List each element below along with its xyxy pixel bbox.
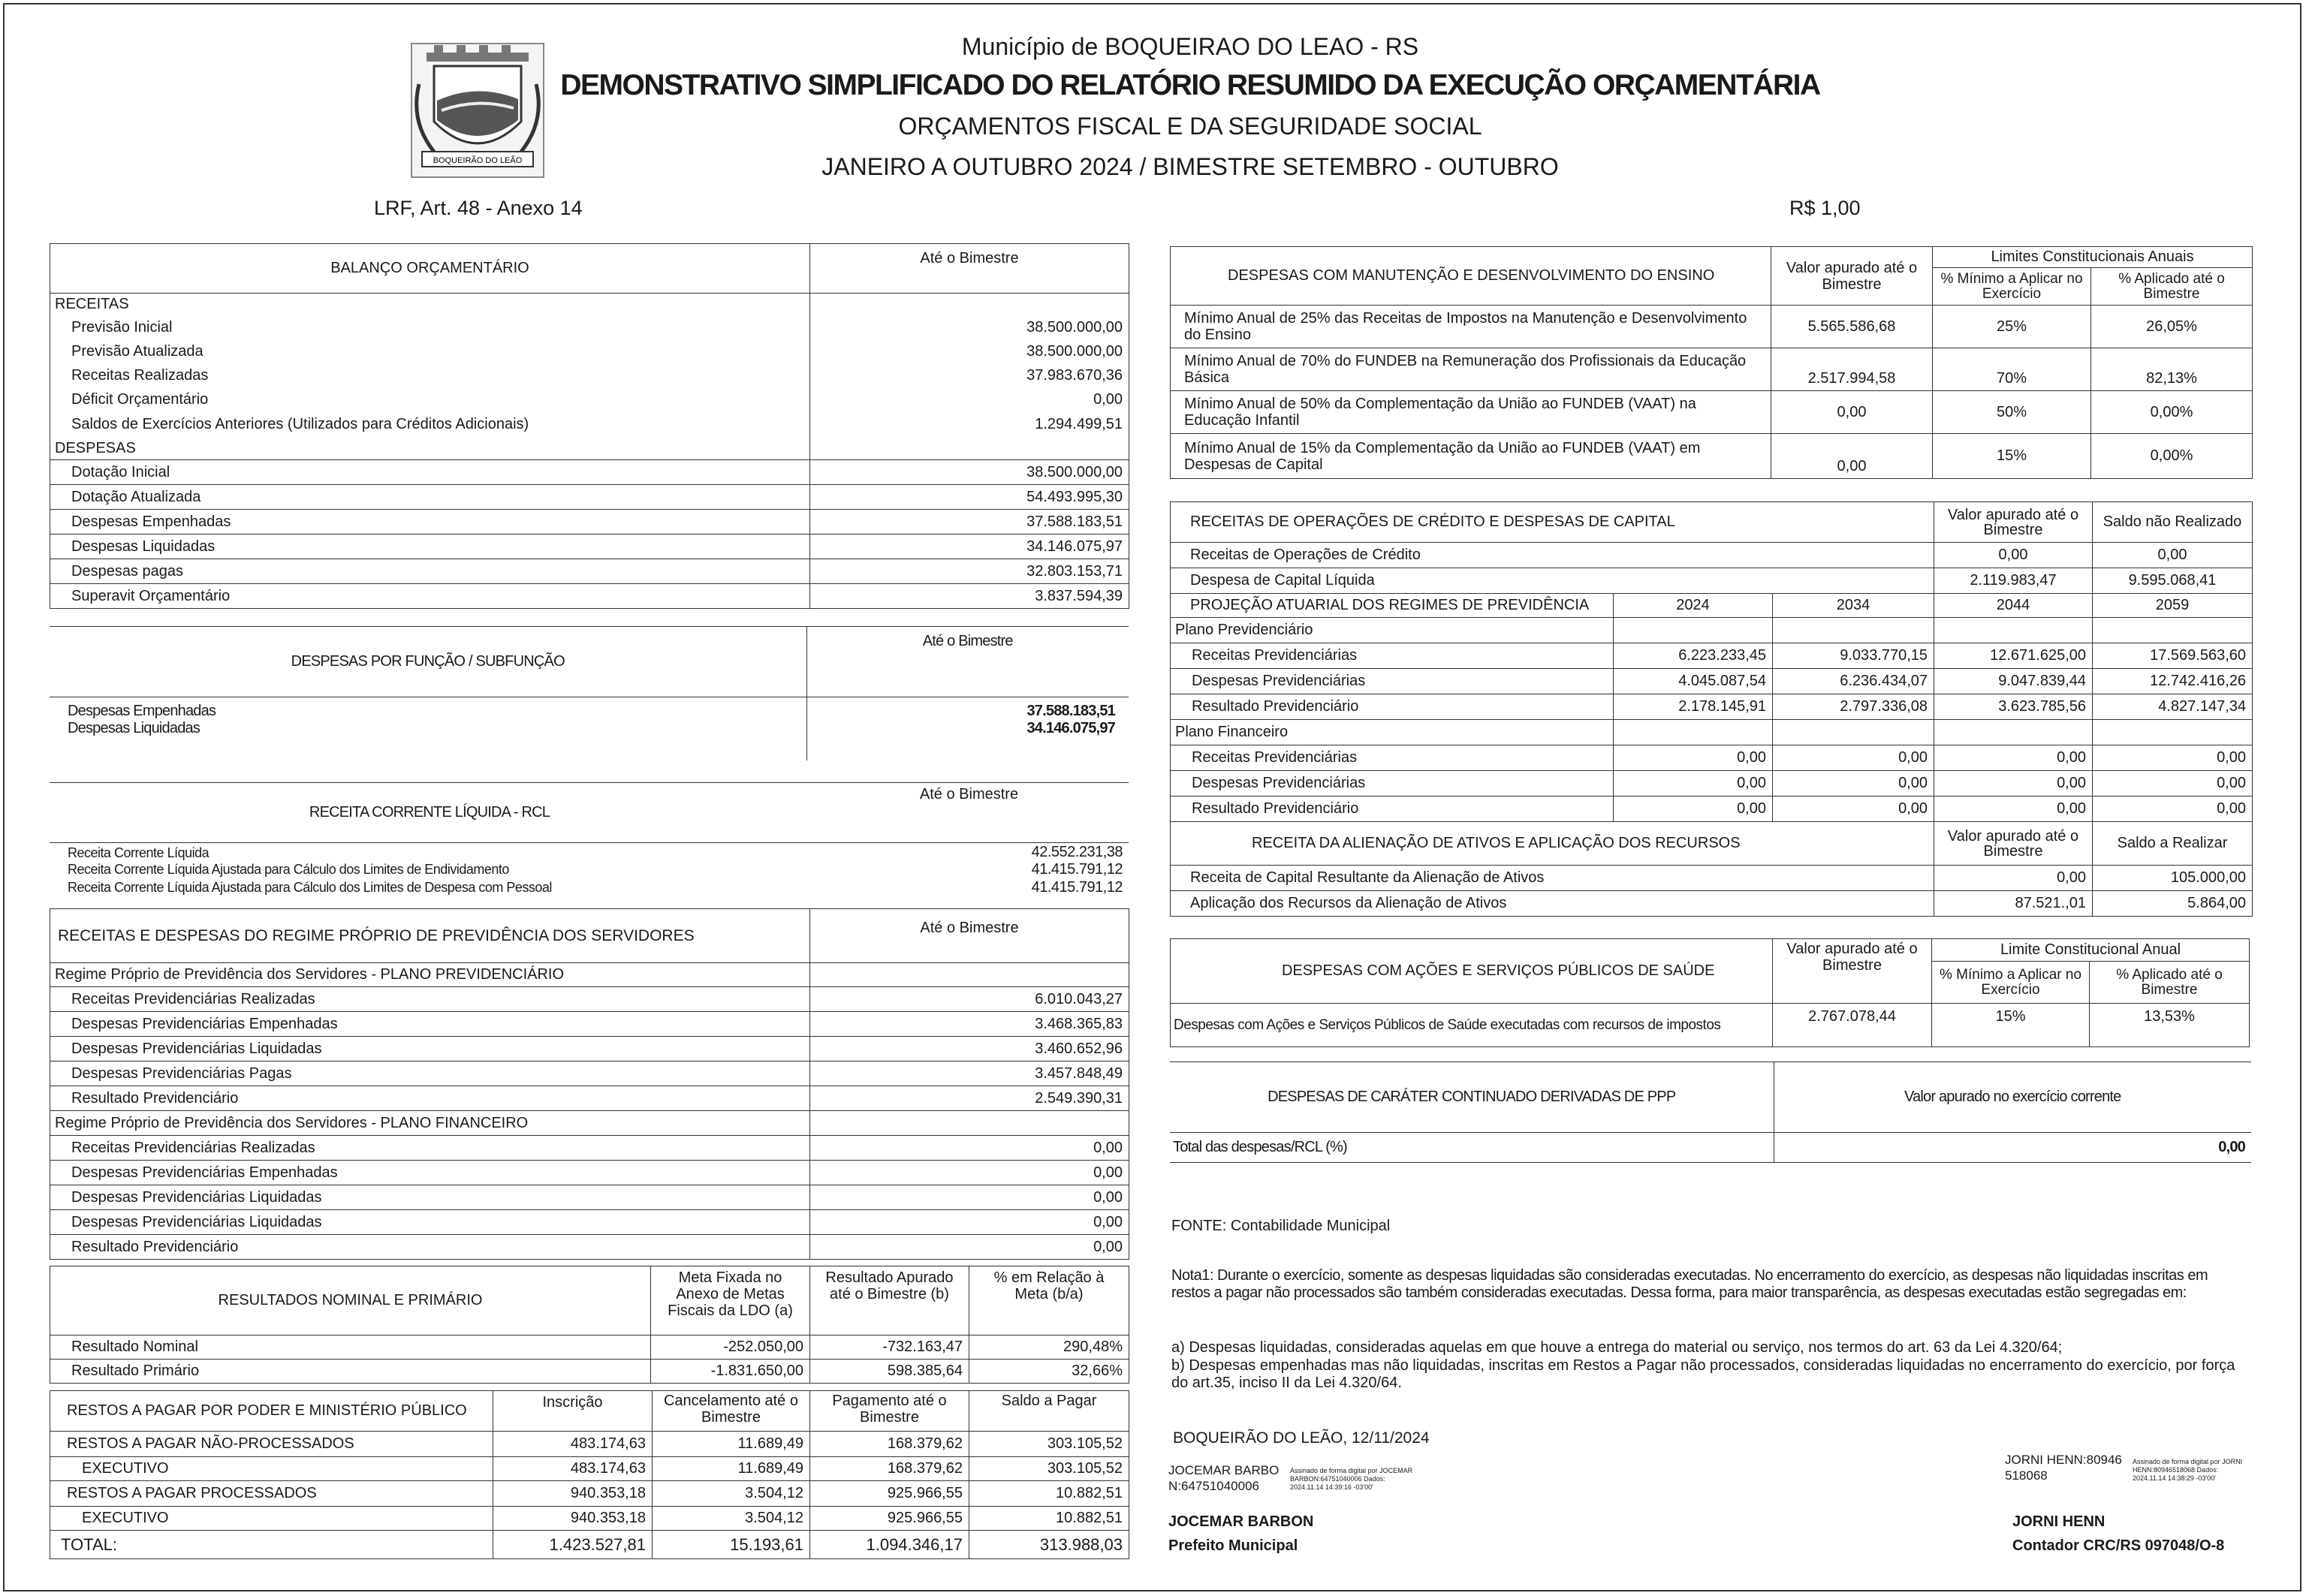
ensino-row-min: 15% — [1933, 434, 2091, 479]
balanco-receitas-label: RECEITAS — [50, 294, 810, 316]
alienacao-title: RECEITA DA ALIENAÇÃO DE ATIVOS E APLICAÇÃO DOS RECURSOS — [1171, 822, 1934, 866]
rpps-row-label: Despesas Previdenciárias Empenhadas — [50, 1161, 810, 1185]
credito-row-b: 0,00 — [2093, 543, 2253, 568]
balanco-despesa-value: 37.588.183,51 — [810, 510, 1129, 535]
rpps-row-label: Receitas Previdenciárias Realizadas — [50, 987, 810, 1012]
projecao-row-label: Despesas Previdenciárias — [1171, 771, 1614, 796]
ensino-row-valor: 0,00 — [1771, 391, 1933, 434]
rcl-row-label: Receita Corrente Líquida Ajustada para Cálculo dos Limites de Despesa com Pessoal — [68, 880, 552, 895]
restos-row-label: EXECUTIVO — [50, 1507, 493, 1531]
credito-col-valor: Valor apurado até o Bimestre — [1934, 502, 2093, 543]
rcl-row-label: Receita Corrente Líquida Ajustada para Cálculo dos Limites de Endividamento — [68, 862, 509, 877]
projecao-row-label: Receitas Previdenciárias — [1171, 643, 1614, 669]
balanco-despesa-label: Superavit Orçamentário — [50, 584, 810, 609]
ensino-col-min: % Mínimo a Aplicar no Exercício — [1933, 268, 2091, 306]
funcao-row-label: Despesas Liquidadas — [50, 720, 806, 760]
ensino-table — [1170, 246, 2253, 479]
projecao-row-v: 2.178.145,91 — [1614, 694, 1773, 720]
restos-row-label: EXECUTIVO — [50, 1457, 493, 1481]
nominal-col-pct: % em Relação à Meta (b/a) — [969, 1266, 1129, 1336]
ensino-row-label: Mínimo Anual de 25% das Receitas de Impostos na Manutenção e Desenvolvimento do Ensino — [1171, 306, 1771, 348]
signer-1-name: JOCEMAR BARBON — [1168, 1513, 1314, 1530]
rpps-row-value: 2.549.390,31 — [810, 1086, 1129, 1111]
restos-row-b: 3.504,12 — [653, 1481, 810, 1507]
saude-col-min: % Mínimo a Aplicar no Exercício — [1932, 962, 2090, 1004]
credito-row-label: Receitas de Operações de Crédito — [1171, 543, 1934, 568]
balanco-receita-label: Déficit Orçamentário — [50, 388, 810, 412]
ensino-row-valor: 0,00 — [1771, 434, 1933, 479]
projecao-year: 2059 — [2093, 594, 2253, 618]
rpps-col-header: Até o Bimestre — [810, 909, 1129, 963]
restos-row-c: 168.379,62 — [810, 1432, 969, 1457]
restos-row-c: 168.379,62 — [810, 1457, 969, 1481]
funcao-row-value: 34.146.075,97 — [1026, 719, 1115, 736]
credito-row-a: 2.119.983,47 — [1934, 568, 2093, 594]
saude-row-valor: 2.767.078,44 — [1773, 1004, 1932, 1047]
projecao-year: 2044 — [1934, 594, 2093, 618]
nota-a: a) Despesas liquidadas, consideradas aquelas em que houve a entrega do material ou serviço, nos termos do art. 63 da Lei 4.320/64; — [1171, 1339, 2063, 1356]
balanco-receita-label: Saldos de Exercícios Anteriores (Utilizados para Créditos Adicionais) — [50, 412, 810, 438]
balanco-receita-value: 38.500.000,00 — [810, 340, 1129, 364]
balanco-receita-label: Previsão Inicial — [50, 316, 810, 340]
rpps-row-label: Despesas Previdenciárias Liquidadas — [50, 1037, 810, 1061]
nominal-row-pct: 290,48% — [969, 1336, 1129, 1360]
rpps-row-value: 3.460.652,96 — [810, 1037, 1129, 1061]
restos-row-d: 303.105,52 — [969, 1432, 1129, 1457]
projecao-title: PROJEÇÃO ATUARIAL DOS REGIMES DE PREVIDÊNCIA — [1171, 594, 1614, 618]
ensino-col-apl: % Aplicado até o Bimestre — [2091, 268, 2253, 306]
projecao-row-v: 0,00 — [2093, 771, 2253, 796]
projecao-row-v: 0,00 — [2093, 796, 2253, 822]
digital-signature-2: JORNI HENN:80946518068 — [2005, 1453, 2122, 1483]
saude-col-apl: % Aplicado até o Bimestre — [2090, 962, 2250, 1004]
ensino-row-label: Mínimo Anual de 50% da Complementação da União ao FUNDEB (VAAT) na Educação Infantil — [1171, 391, 1771, 434]
saude-col-valor: Valor apurado até o Bimestre — [1773, 939, 1932, 1004]
rpps-row-value: 0,00 — [810, 1161, 1129, 1185]
digital-signature-1: JOCEMAR BARBON:64751040006 — [1168, 1463, 1280, 1493]
rcl-row-value: 41.415.791,12 — [1031, 879, 1123, 896]
ppp-table — [1170, 1061, 2251, 1163]
restos-row-d: 303.105,52 — [969, 1457, 1129, 1481]
rcl-row-label: Receita Corrente Líquida — [68, 845, 209, 860]
fonte-note: FONTE: Contabilidade Municipal — [1171, 1218, 1391, 1234]
balanco-despesa-label: Dotação Inicial — [50, 460, 810, 485]
projecao-row-v: 0,00 — [1773, 771, 1934, 796]
ensino-row-label: Mínimo Anual de 70% do FUNDEB na Remuneração dos Profissionais da Educação Básica — [1171, 348, 1771, 391]
alienacao-row-a: 87.521.,01 — [1934, 891, 2093, 917]
restos-title: RESTOS A PAGAR POR PODER E MINISTÉRIO PÚBLICO — [50, 1391, 493, 1432]
rpps-row-label: Resultado Previdenciário — [50, 1235, 810, 1260]
nominal-row-res: 598.385,64 — [810, 1360, 969, 1384]
place-date: BOQUEIRÃO DO LEÃO, 12/11/2024 — [1173, 1429, 1430, 1447]
ensino-row-valor: 5.565.586,68 — [1771, 306, 1933, 348]
rcl-table — [50, 782, 1129, 897]
ppp-row-label: Total das despesas/RCL (%) — [1170, 1133, 1774, 1163]
rpps-table — [50, 908, 1129, 1260]
ensino-row-min: 70% — [1933, 348, 2091, 391]
nominal-row-meta: -252.050,00 — [651, 1336, 810, 1360]
balanco-despesa-value: 54.493.995,30 — [810, 485, 1129, 510]
nominal-table — [50, 1266, 1129, 1384]
projecao-year: 2034 — [1773, 594, 1934, 618]
projecao-year: 2024 — [1614, 594, 1773, 618]
ensino-row-min: 50% — [1933, 391, 2091, 434]
ensino-row-apl: 26,05% — [2091, 306, 2253, 348]
restos-row-label: RESTOS A PAGAR NÃO-PROCESSADOS — [50, 1432, 493, 1457]
projecao-row-v: 0,00 — [1934, 796, 2093, 822]
projecao-row-v: 0,00 — [1614, 796, 1773, 822]
restos-col-saldo: Saldo a Pagar — [969, 1391, 1129, 1432]
alienacao-col-valor: Valor apurado até o Bimestre — [1934, 822, 2093, 866]
nominal-col-resultado: Resultado Apurado até o Bimestre (b) — [810, 1266, 969, 1336]
ensino-row-apl: 82,13% — [2091, 348, 2253, 391]
ensino-title: DESPESAS COM MANUTENÇÃO E DESENVOLVIMENTO DO ENSINO — [1171, 247, 1771, 306]
ensino-col-valor: Valor apurado até o Bimestre — [1771, 247, 1933, 306]
alienacao-row-b: 105.000,00 — [2093, 866, 2253, 891]
rpps-row-value: 0,00 — [810, 1235, 1129, 1260]
restos-row-b: 11.689,49 — [653, 1432, 810, 1457]
ppp-row-value: 0,00 — [1774, 1133, 2251, 1163]
balanco-receita-value: 1.294.499,51 — [810, 412, 1129, 438]
rpps-plano-prev: Regime Próprio de Previdência dos Servidores - PLANO PREVIDENCIÁRIO — [50, 963, 810, 987]
alienacao-row-b: 5.864,00 — [2093, 891, 2253, 917]
svg-text:BOQUEIRÃO DO LEÃO: BOQUEIRÃO DO LEÃO — [433, 156, 523, 165]
projecao-row-v: 9.033.770,15 — [1773, 643, 1934, 669]
signer-2-name: JORNI HENN — [2012, 1513, 2106, 1530]
restos-total-label: TOTAL: — [50, 1531, 493, 1559]
projecao-row-v: 0,00 — [1773, 745, 1934, 771]
digital-signature-2-stamp: Assinado de forma digital por JORNI HENN:80946518068 Dados: 2024.11.14 14:38:29 -03'00' — [2133, 1458, 2243, 1482]
nominal-row-label: Resultado Nominal — [50, 1336, 651, 1360]
projecao-row-v: 3.623.785,56 — [1934, 694, 2093, 720]
balanco-despesa-value: 38.500.000,00 — [810, 460, 1129, 485]
balanco-receita-label: Receitas Realizadas — [50, 364, 810, 388]
rpps-row-value: 0,00 — [810, 1136, 1129, 1161]
funcao-row-label: Despesas Empenhadas — [50, 697, 806, 720]
balanco-receita-value: 38.500.000,00 — [810, 316, 1129, 340]
projecao-row-v: 0,00 — [1934, 745, 2093, 771]
restos-row-c: 925.966,55 — [810, 1481, 969, 1507]
credito-col-saldo: Saldo não Realizado — [2093, 502, 2253, 543]
restos-row-c: 925.966,55 — [810, 1507, 969, 1531]
saude-title: DESPESAS COM AÇÕES E SERVIÇOS PÚBLICOS DE SAÚDE — [1171, 939, 1773, 1004]
restos-total-b: 15.193,61 — [653, 1531, 810, 1559]
projecao-row-label: Resultado Previdenciário — [1171, 796, 1614, 822]
alienacao-col-saldo: Saldo a Realizar — [2093, 822, 2253, 866]
rpps-row-label: Despesas Previdenciárias Liquidadas — [50, 1210, 810, 1235]
balanco-receita-label: Previsão Atualizada — [50, 340, 810, 364]
restos-row-a: 940.353,18 — [493, 1481, 653, 1507]
balanco-receita-value: 0,00 — [810, 388, 1129, 412]
ppp-col-header: Valor apurado no exercício corrente — [1774, 1062, 2251, 1133]
ensino-row-label: Mínimo Anual de 15% da Complementação da União ao FUNDEB (VAAT) em Despesas de Capital — [1171, 434, 1771, 479]
rpps-row-value: 0,00 — [810, 1185, 1129, 1210]
alienacao-row-a: 0,00 — [1934, 866, 2093, 891]
rpps-row-label: Despesas Previdenciárias Pagas — [50, 1061, 810, 1086]
municipality-heading: Município de BOQUEIRAO DO LEAO - RS — [961, 33, 1419, 60]
funcao-col-header: Até o Bimestre — [806, 627, 1129, 697]
ensino-row-min: 25% — [1933, 306, 2091, 348]
ppp-title: DESPESAS DE CARÁTER CONTINUADO DERIVADAS DE PPP — [1170, 1062, 1774, 1133]
balanco-despesa-label: Despesas Liquidadas — [50, 535, 810, 559]
projecao-row-v: 4.045.087,54 — [1614, 669, 1773, 694]
restos-row-a: 483.174,63 — [493, 1457, 653, 1481]
saude-row-min: 15% — [1932, 1004, 2090, 1047]
projecao-row-v: 6.223.233,45 — [1614, 643, 1773, 669]
balanco-receita-value: 37.983.670,36 — [810, 364, 1129, 388]
restos-row-b: 11.689,49 — [653, 1457, 810, 1481]
rpps-row-label: Resultado Previdenciário — [50, 1086, 810, 1111]
balanco-despesa-label: Despesas Empenhadas — [50, 510, 810, 535]
report-title: DEMONSTRATIVO SIMPLIFICADO DO RELATÓRIO RESUMIDO DA EXECUÇÃO ORÇAMENTÁRIA — [560, 69, 1820, 101]
lrf-reference: LRF, Art. 48 - Anexo 14 — [374, 197, 583, 219]
digital-signature-1-stamp: Assinado de forma digital por JOCEMAR BARBON:64751040006 Dados: 2024.11.14 14:39:16 -03'00' — [1290, 1467, 1413, 1491]
saude-table — [1170, 938, 2250, 1047]
projecao-row-v: 9.047.839,44 — [1934, 669, 2093, 694]
signer-1-role: Prefeito Municipal — [1168, 1537, 1298, 1554]
projecao-row-v: 0,00 — [1934, 771, 2093, 796]
restos-row-a: 483.174,63 — [493, 1432, 653, 1457]
ensino-row-apl: 0,00% — [2091, 391, 2253, 434]
nota1: Nota1: Durante o exercício, somente as despesas liquidadas são consideradas executadas. No encerramento do exercício, as despesas não liquidadas inscritas em restos a pagar não processados são também consideradas executadas. Dessa forma, para maior transparência, as despesas executadas estão segregadas em: — [1171, 1267, 2208, 1301]
balanco-despesa-label: Dotação Atualizada — [50, 485, 810, 510]
credito-title: RECEITAS DE OPERAÇÕES DE CRÉDITO E DESPESAS DE CAPITAL — [1171, 502, 1934, 543]
projecao-row-v: 0,00 — [2093, 745, 2253, 771]
balanco-title: BALANÇO ORÇAMENTÁRIO — [50, 244, 810, 294]
credito-row-label: Despesa de Capital Líquida — [1171, 568, 1934, 594]
projecao-row-label: Despesas Previdenciárias — [1171, 669, 1614, 694]
balanco-despesas-label: DESPESAS — [50, 438, 810, 460]
projecao-row-v: 0,00 — [1614, 771, 1773, 796]
signer-2-role: Contador CRC/RS 097048/O-8 — [2012, 1537, 2225, 1554]
balanco-despesa-label: Despesas pagas — [50, 559, 810, 584]
report-period: JANEIRO A OUTUBRO 2024 / BIMESTRE SETEMBRO - OUTUBRO — [821, 153, 1559, 180]
balanco-table — [50, 243, 1129, 609]
rcl-row-value: 41.415.791,12 — [1031, 861, 1123, 878]
restos-table — [50, 1390, 1129, 1559]
credito-row-a: 0,00 — [1934, 543, 2093, 568]
nominal-row-pct: 32,66% — [969, 1360, 1129, 1384]
projecao-row-v: 6.236.434,07 — [1773, 669, 1934, 694]
projecao-row-v: 4.827.147,34 — [2093, 694, 2253, 720]
rpps-row-value: 6.010.043,27 — [810, 987, 1129, 1012]
currency-unit: R$ 1,00 — [1789, 197, 1861, 219]
funcao-title: DESPESAS POR FUNÇÃO / SUBFUNÇÃO — [50, 627, 806, 697]
ensino-col-limites: Limites Constitucionais Anuais — [1933, 247, 2253, 268]
nominal-row-label: Resultado Primário — [50, 1360, 651, 1384]
coat-of-arms-logo — [404, 39, 551, 182]
projecao-row-label: Receitas Previdenciárias — [1171, 745, 1614, 771]
nominal-col-meta: Meta Fixada no Anexo de Metas Fiscais da LDO (a) — [651, 1266, 810, 1336]
nominal-title: RESULTADOS NOMINAL E PRIMÁRIO — [50, 1266, 651, 1336]
funcao-table — [50, 626, 1129, 760]
rpps-row-label: Despesas Previdenciárias Liquidadas — [50, 1185, 810, 1210]
projecao-row-v: 12.742.416,26 — [2093, 669, 2253, 694]
projecao-plano-fin: Plano Financeiro — [1171, 720, 1614, 745]
nominal-row-res: -732.163,47 — [810, 1336, 969, 1360]
alienacao-row-label: Receita de Capital Resultante da Alienação de Ativos — [1171, 866, 1934, 891]
rcl-row-value: 42.552.231,38 — [1031, 843, 1123, 860]
credito-row-b: 9.595.068,41 — [2093, 568, 2253, 594]
rpps-row-value: 0,00 — [810, 1210, 1129, 1235]
balanco-col-header: Até o Bimestre — [810, 244, 1129, 294]
restos-total-c: 1.094.346,17 — [810, 1531, 969, 1559]
restos-total-a: 1.423.527,81 — [493, 1531, 653, 1559]
saude-row-label: Despesas com Ações e Serviços Públicos de Saúde executadas com recursos de impostos — [1171, 1004, 1773, 1047]
rpps-row-value: 3.468.365,83 — [810, 1012, 1129, 1037]
restos-row-b: 3.504,12 — [653, 1507, 810, 1531]
nota-b: b) Despesas empenhadas mas não liquidadas, inscritas em Restos a Pagar não processados, consideradas liquidadas no encerramento do exercício, por força do art.35, inciso II da Lei 4.320/64. — [1171, 1357, 2235, 1391]
funcao-row-value: 37.588.183,51 — [1026, 702, 1115, 719]
projecao-plano-prev: Plano Previdenciário — [1171, 618, 1614, 643]
saude-col-limite: Limite Constitucional Anual — [1932, 939, 2250, 962]
rcl-title: RECEITA CORRENTE LÍQUIDA - RCL — [50, 783, 809, 843]
balanco-despesa-value: 3.837.594,39 — [810, 584, 1129, 609]
restos-col-cancelamento: Cancelamento até o Bimestre — [653, 1391, 810, 1432]
ensino-row-valor: 2.517.994,58 — [1771, 348, 1933, 391]
balanco-despesa-value: 32.803.153,71 — [810, 559, 1129, 584]
projecao-row-v: 2.797.336,08 — [1773, 694, 1934, 720]
restos-row-d: 10.882,51 — [969, 1507, 1129, 1531]
rpps-plano-fin: Regime Próprio de Previdência dos Servidores - PLANO FINANCEIRO — [50, 1111, 810, 1136]
projecao-row-label: Resultado Previdenciário — [1171, 694, 1614, 720]
rcl-col-header: Até o Bimestre — [809, 783, 1129, 843]
balanco-despesa-value: 34.146.075,97 — [810, 535, 1129, 559]
credito-projecao-table — [1170, 501, 2253, 917]
restos-row-a: 940.353,18 — [493, 1507, 653, 1531]
restos-col-inscricao: Inscrição — [493, 1391, 653, 1432]
restos-col-pagamento: Pagamento até o Bimestre — [810, 1391, 969, 1432]
projecao-row-v: 12.671.625,00 — [1934, 643, 2093, 669]
projecao-row-v: 17.569.563,60 — [2093, 643, 2253, 669]
restos-total-d: 313.988,03 — [969, 1531, 1129, 1559]
projecao-row-v: 0,00 — [1773, 796, 1934, 822]
projecao-row-v: 0,00 — [1614, 745, 1773, 771]
restos-row-d: 10.882,51 — [969, 1481, 1129, 1507]
restos-row-label: RESTOS A PAGAR PROCESSADOS — [50, 1481, 493, 1507]
rpps-row-label: Despesas Previdenciárias Empenhadas — [50, 1012, 810, 1037]
rpps-title: RECEITAS E DESPESAS DO REGIME PRÓPRIO DE PREVIDÊNCIA DOS SERVIDORES — [50, 909, 810, 963]
ensino-row-apl: 0,00% — [2091, 434, 2253, 479]
saude-row-apl: 13,53% — [2090, 1004, 2250, 1047]
alienacao-row-label: Aplicação dos Recursos da Alienação de Ativos — [1171, 891, 1934, 917]
report-subtitle: ORÇAMENTOS FISCAL E DA SEGURIDADE SOCIAL — [898, 113, 1482, 140]
nominal-row-meta: -1.831.650,00 — [651, 1360, 810, 1384]
rpps-row-value: 3.457.848,49 — [810, 1061, 1129, 1086]
rpps-row-label: Receitas Previdenciárias Realizadas — [50, 1136, 810, 1161]
